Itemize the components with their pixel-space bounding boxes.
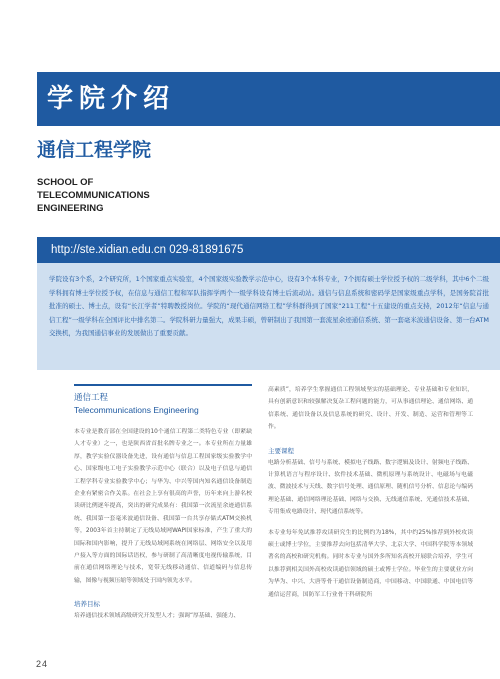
- section-title: 学院介绍: [47, 84, 176, 114]
- training-goal-heading: 培养目标: [74, 600, 100, 609]
- contact-bar: [37, 237, 500, 263]
- college-name: 通信工程学院: [37, 139, 152, 161]
- graduate-outcomes-text: 本专业每年免试推荐攻读研究生的比例约为18%，其中约25%推荐到外校攻读硕士或博士学位，主要推荐去向包括清华大学、北京大学、中国科学院等本领域著名的高校和研究机构。同时本专业与国外多所知名高校开展联合培养，学生可以推荐到相关国外高校攻读通信领域的硕士或博士学位。毕业生的主要就业方向为华为、中兴、大唐等骨干通信设备制造商，中国移动、中国联通、中国电信等通信运营商，国防军工行业骨干科研院所: [268, 529, 473, 598]
- major-description: 本专业是教育部在全国建设的10个通信工程第二类特色专业（即紧缺人才专业）之一，也是陕西省首批名牌专业之一。本专业所在力量雄厚，教学实验仪器设备先进，设有通信与信息工程国家级实验教学中心、国家级电工电子实验教学示范中心（联合）以及电子信息与通信工程学科专业实验教学中心；与华为、中兴等国内知名通信设备制造企业有紧密合作关系。在社会上享有很高的声誉，历年来向上游名校读研比例逐年提高，突出的研究成果有：我国第一次流星余迹通信系统、我国第一套毫米波通信设备、我国第一台共享存储式ATM交换机等，2003年首主持制定了无线局域网WAPI国家标准，产生了重大的国际和国内影响，提升了无线局域网系统在网络层、网络安全以及用户接入等方面的国际话语权，参与研制了高清晰度电视传输系统，目前在通信网络理论与技术，宽带无线移动通信、信道编码与信息传输，图像与视频压缩等领域处于国内领先水平。: [74, 429, 252, 584]
- major-heading-cn: 通信工程: [74, 393, 109, 403]
- page-number: 24: [36, 659, 49, 669]
- training-goal-continued: 高素质”，培养学生掌握通信工程领域坚实的基础理论、专业基础和专业知识，具有创新意识和较强解决复杂工程问题的能力，可从事通信理论、通信网络、通信系统、通信设备以及信息系统的研究、设计、开发、制造、运营和管理等工作。: [268, 387, 473, 431]
- college-name-en-line: TELECOMMUNICATIONS: [37, 190, 150, 201]
- intro-box: [37, 263, 500, 370]
- intro-text: 学院设有3个系，2个研究所，1个国家重点实验室，4个国家级实验教学示范中心，设有3个本科专业，7个拥有硕士学位授予权的二级学科，其中6个二级学科拥有博士学位授予权，在信息与通信工程和军队指挥学两个一级学科设有博士后流动站。通信与信息系统和密码学是国家级重点学科，是国务院首批批准的硕士、博士点，设有“长江学者”特聘教授岗位。学院的“现代通信网络工程”学科群得到了国家“211工程”十五建设的重点支持，2012年“信息与通信工程”一级学科在全国评比中排名第二。学院科研力量强大，成果丰硕，曾研制出了我国第一套流星余迹通信系统、第一套毫米波通信设备、第一台ATM交换机，为我国通信事业的发展做出了重要贡献。: [49, 275, 489, 337]
- section-banner: [37, 72, 500, 126]
- college-name-en-line: ENGINEERING: [37, 203, 104, 214]
- college-name-en: [37, 176, 237, 215]
- main-courses-text: 电路分析基础、信号与系统、模拟电子线路、数字逻辑及设计、射频电子线路、计算机语言与程序设计、软件技术基础、微机原理与系统设计、电磁场与电磁波、微波技术与天线、数字信号处理、通信原理、随机信号分析、信息论与编码理论基础、通信网络理论基础、网络与交换、无线通信系统、光通信技术基础、专用集成电路设计、现代通信系统等。: [268, 459, 473, 516]
- college-name-en-line: SCHOOL OF: [37, 177, 94, 188]
- section-divider: [74, 384, 252, 386]
- left-column: [74, 384, 252, 623]
- main-courses-heading: 主要课程: [268, 446, 294, 455]
- contact-info: http://ste.xidian.edu.cn 029-81891675: [51, 244, 244, 256]
- training-goal-text: 培养通信技术领域高级研究开发型人才；强调“厚基础、强能力、: [74, 613, 240, 620]
- major-heading-en: Telecommunications Engineering: [74, 405, 199, 415]
- right-column: [268, 384, 473, 601]
